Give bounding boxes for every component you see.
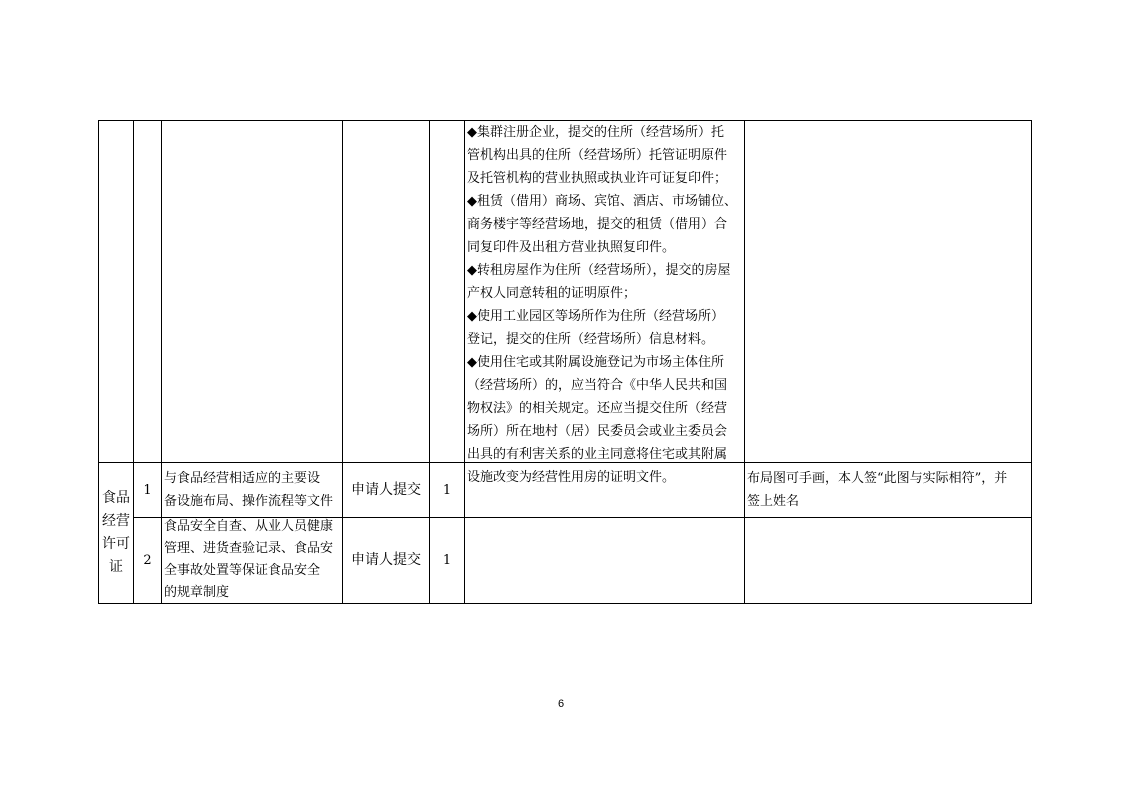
material-line: 及托管机构的营业执照或执业许可证复印件； [467, 171, 728, 186]
material-line: 产权人同意转租的证明原件； [467, 286, 637, 301]
section-name-cell [99, 463, 133, 603]
table-border-right [1031, 120, 1032, 604]
section-name-line: 食品 [102, 490, 130, 506]
material-line: 设施改变为经营性用房的证明文件。 [467, 470, 676, 485]
continued-material-cell [467, 121, 743, 489]
material-line: 同复印件及出租方营业执照复印件。 [467, 240, 676, 255]
material-line: 出具的有利害关系的业主同意将住宅或其附属 [467, 447, 728, 462]
copies-cell: 1 [442, 482, 452, 498]
material-line: ◆租赁（借用）商场、宾馆、酒店、市场铺位、 [467, 194, 737, 209]
material-line: 食品安全自查、从业人员健康 [164, 519, 334, 534]
material-line: ◆使用住宅或其附属设施登记为市场主体住所 [467, 355, 724, 370]
material-line: 全事故处置等保证食品安全 [164, 563, 321, 578]
material-line: 场所）所在地村（居）民委员会或业主委员会 [467, 424, 728, 439]
column-divider [744, 120, 745, 604]
page-number: 6 [557, 698, 565, 710]
material-line: 与食品经营相适应的主要设 [164, 471, 321, 486]
requirements-table [98, 120, 1032, 604]
material-line: ◆转租房屋作为住所（经营场所），提交的房屋 [467, 263, 731, 278]
section-name-line: 经营 [102, 513, 130, 529]
material-line: （经营场所）的，应当符合《中华人民共和国 [467, 378, 728, 393]
source-cell: 申请人提交 [351, 481, 421, 498]
column-divider [161, 120, 162, 604]
material-line: ◆使用工业园区等场所作为住所（经营场所） [467, 309, 724, 324]
material-cell [164, 516, 341, 604]
column-divider [464, 120, 465, 604]
material-line: ◆集群注册企业，提交的住所（经营场所）托 [467, 125, 724, 140]
row-number: 1 [143, 482, 152, 498]
material-line: 登记，提交的住所（经营场所）信息材料。 [467, 332, 715, 347]
source-cell: 申请人提交 [351, 552, 421, 568]
notes-line: 签上姓名 [747, 494, 800, 509]
material-line: 管机构出具的住所（经营场所）托管证明原件 [467, 148, 728, 163]
notes-cell [747, 467, 1031, 513]
notes-line: 布局图可手画，本人签“此图与实际相符”，并 [747, 471, 1008, 486]
material-line: 管理、进货查验记录、食品安 [164, 541, 334, 556]
material-line: 物权法》的相关规定。还应当提交住所（经营 [467, 401, 728, 416]
material-line: 备设施布局、操作流程等文件 [164, 494, 334, 509]
section-name-line: 许可 [102, 536, 130, 552]
material-line: 的规章制度 [164, 585, 230, 600]
row-number: 2 [143, 553, 152, 568]
material-line: 商务楼宇等经营场地，提交的租赁（借用）合 [467, 217, 728, 232]
material-cell [164, 467, 341, 513]
section-name-line: 证 [109, 559, 123, 575]
copies-cell: 1 [442, 553, 452, 568]
